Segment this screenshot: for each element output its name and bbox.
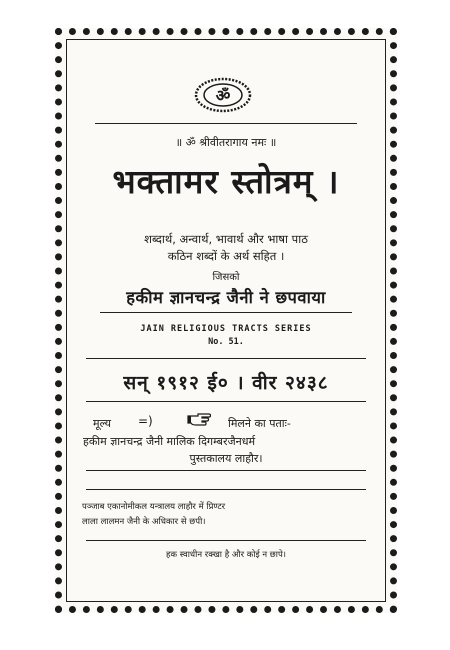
publisher-name: हकीम ज्ञानचन्द्र जैनी ने छपवाया — [126, 288, 326, 307]
subtitle-line: शब्दार्थ, अन्वार्थ, भावार्थ और भाषा पाठ — [144, 232, 308, 246]
divider-line — [86, 470, 366, 471]
publication-year: सन् १९१२ ई० । वीर २४३८ — [123, 372, 329, 394]
press-line: लाला लालमन जैनी के अधिकार से छपी। — [82, 517, 206, 527]
divider-line — [86, 401, 366, 402]
divider-line — [100, 312, 352, 313]
om-symbol-icon — [193, 76, 253, 114]
address-line: हकीम ज्ञानचन्द्र जैनी मालिक दिगम्बरजैनधर्म — [83, 435, 256, 448]
press-line: पञ्जाब एकानोमीकल यन्त्रालय लाहौर में प्रिण्टर — [82, 502, 226, 512]
divider-line — [86, 540, 366, 541]
divider-line — [86, 358, 366, 359]
price-value: =) — [138, 414, 153, 428]
address-label: मिलने का पताः- — [228, 417, 291, 430]
invocation-text: ॥ ॐ श्रीवीतरागाय नमः ॥ — [175, 136, 277, 149]
book-title: भक्तामर स्तोत्रम् । — [112, 162, 340, 201]
divider-line — [95, 123, 357, 124]
rights-notice: हक स्वाधीन रक्खा है और कोई न छापे। — [165, 550, 287, 560]
address-line: पुस्तकालय लाहौर। — [189, 452, 263, 465]
subtitle-line: कठिन शब्दों के अर्थ सहित । — [167, 249, 285, 263]
divider-line — [86, 489, 366, 490]
by-whom-text: जिसको — [212, 272, 240, 283]
series-number: No. 51. — [208, 337, 244, 347]
svg-text:ॐ: ॐ — [215, 86, 231, 105]
price-label: मूल्य — [93, 417, 111, 430]
pointing-hand-icon — [187, 411, 211, 427]
series-name: JAIN RELIGIOUS TRACTS SERIES — [140, 324, 312, 334]
